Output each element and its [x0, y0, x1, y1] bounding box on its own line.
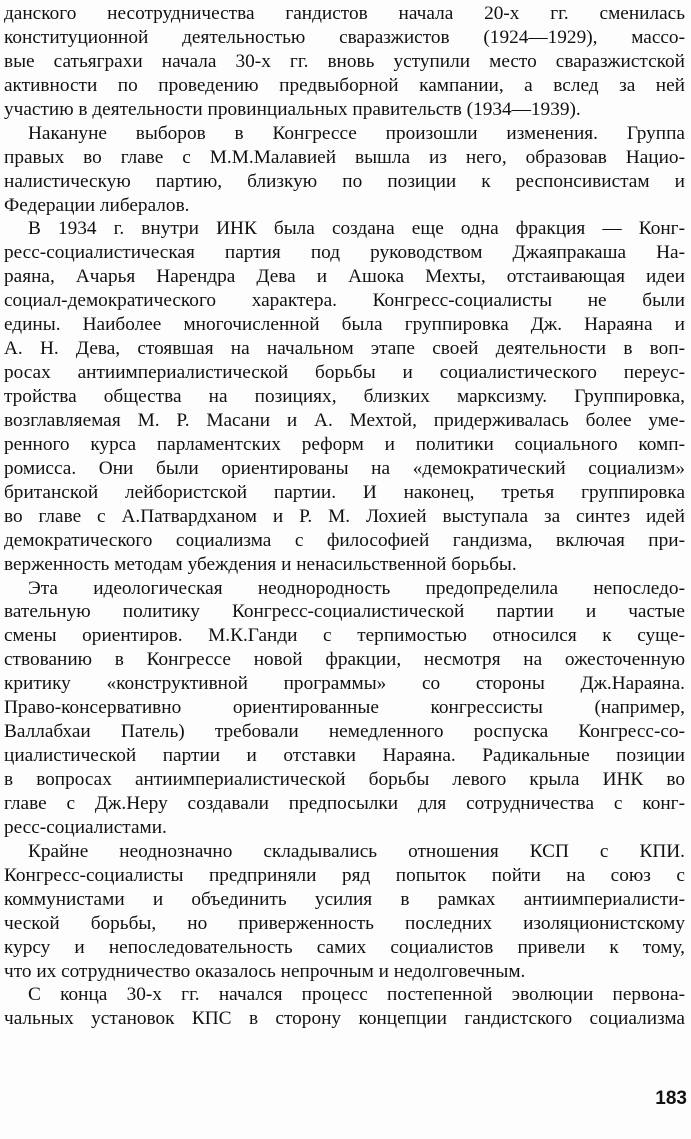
text-line: едины. Наиболее многочисленной была группировка Дж. Нараяна и: [4, 314, 685, 336]
text-line: В 1934 г. внутри ИНК была создана еще одна фракция — Конг-: [28, 218, 685, 240]
text-line: ренного курса парламентских реформ и политики социального комп-: [4, 433, 685, 455]
text-line: в вопросах антиимпериалистической борьбы левого крыла ИНК во: [4, 769, 685, 790]
text-line: верженность методам убеждения и ненасильственной борьбы.: [4, 553, 517, 575]
text-line: правых во главе с М.М.Малавией вышла из него, образовав Нацио-: [4, 146, 685, 168]
page-number: 183: [655, 1088, 687, 1109]
text-line: ресс-социалистами.: [4, 816, 167, 838]
text-line: чальных установок КПС в сторону концепции гандистского социализма: [4, 1008, 685, 1030]
text-line: критику «конструктивной программы» со стороны Дж.Нараяна.: [4, 673, 685, 695]
text-line: Право-консервативно ориентированные конгрессисты (например,: [4, 697, 685, 719]
text-line: участию в деятельности провинциальных правительств (1934—1939).: [4, 98, 581, 120]
text-line: вые сатьяграхи начала 30-х гг. вновь уступили место сваразжистской: [4, 50, 685, 72]
text-line: Накануне выборов в Конгрессе произошли изменения. Группа: [28, 122, 685, 144]
text-line: циалистической партии и отставки Нараяна. Радикальные позиции: [4, 745, 685, 767]
text-line: что их сотрудничество оказалось непрочным и недолговечным.: [4, 960, 526, 982]
body-text: [4, 2, 685, 1031]
text-line: ствованию в Конгрессе новой фракции, несмотря на ожесточенную: [4, 649, 685, 671]
text-line: главе с Дж.Неру создавали предпосылки для сотрудничества с конг-: [4, 792, 685, 814]
text-line: демократического социализма с философией гандизма, включая при-: [4, 529, 685, 551]
text-line: во главе с А.Патвардханом и Р. М. Лохией выступала за синтез идей: [4, 505, 685, 527]
text-line: раяна, Ачарья Нарендра Дева и Ашока Мехты, отстаивающая идеи: [4, 266, 685, 288]
text-line: А. Н. Дева, стоявшая на начальном этапе своей деятельности в воп-: [4, 338, 685, 360]
text-line: данского несотрудничества гандистов начала 20-х гг. сменилась: [4, 3, 685, 24]
text-line: коммунистами и объединить усилия в рамках антиимпериалисти-: [4, 888, 685, 910]
text-line: Федерации либералов.: [4, 194, 190, 216]
text-line: ческой борьбы, но приверженность последних изоляционистскому: [4, 912, 685, 934]
text-line: смены ориентиров. М.К.Ганди с терпимостью относился к суще-: [4, 625, 685, 647]
text-line: налистическую партию, близкую по позиции к респонсивистам и: [4, 170, 685, 192]
text-line: С конца 30-х гг. начался процесс постепенной эволюции первона-: [28, 984, 685, 1006]
text-line: ромисса. Они были ориентированы на «демократический социализм»: [4, 457, 685, 479]
text-line: вательную политику Конгресс-социалистической партии и частые: [4, 601, 685, 623]
text-line: Эта идеологическая неоднородность предопределила непоследо-: [28, 577, 685, 599]
text-line: Крайне неоднозначно складывались отношения КСП с КПИ.: [28, 840, 685, 862]
text-line: конституционной деятельностью сваразжистов (1924—1929), массо-: [4, 26, 685, 48]
text-line: активности по проведению предвыборной кампании, а вслед за ней: [4, 74, 685, 96]
text-line: Конгресс-социалисты предприняли ряд попыток пойти на союз с: [4, 864, 685, 886]
text-line: тройства общества на позициях, близких марксизму. Группировка,: [4, 386, 685, 407]
text-line: росах антиимпериалистической борьбы и социалистического переус-: [4, 362, 685, 384]
text-line: социал-демократического характера. Конгресс-социалисты не были: [4, 290, 685, 312]
text-line: Валлабхаи Патель) требовали немедленного роспуска Конгресс-со-: [4, 721, 685, 743]
text-line: возглавляемая М. Р. Масани и А. Мехтой, придерживалась более уме-: [4, 409, 685, 431]
text-line: ресс-социалистическая партия под руководством Джаяпракаша На-: [4, 242, 685, 264]
text-line: курсу и непоследовательность самих социалистов привели к тому,: [4, 936, 685, 958]
text-line: британской лейбористской партии. И наконец, третья группировка: [4, 481, 685, 503]
